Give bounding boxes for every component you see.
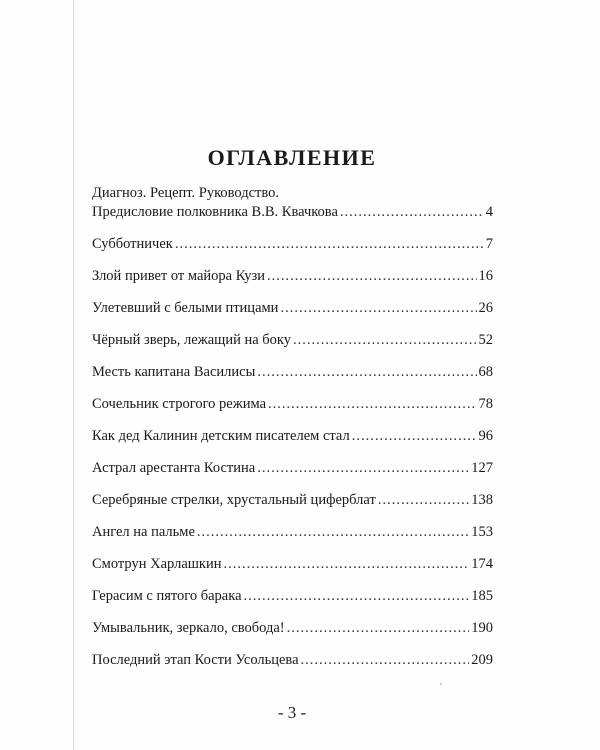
toc-entry-title: Смотрун Харлашкин [92,556,222,572]
toc-row [92,619,493,638]
toc-row [92,267,493,286]
toc-entry-first-line: Диагноз. Рецепт. Руководство. [92,185,280,201]
toc-page-number: 190 [471,620,493,636]
toc-page-number: 52 [478,332,493,348]
page-number-footer: - 3 - [277,703,307,722]
dot-leader [287,619,470,638]
toc-row [92,235,493,254]
toc-page-number: 153 [471,524,493,540]
toc-page-number: 96 [478,428,493,444]
toc-entry [92,651,493,670]
toc-entry [92,427,493,446]
toc-entry-title: Сочельник строгого режима [92,396,267,412]
toc-page-number: 78 [478,396,493,412]
toc-row [92,395,493,414]
toc-entry-title: Улетевший с белыми птицами [92,300,279,316]
dot-leader [301,651,470,670]
toc-page-number: 16 [478,268,493,284]
toc-row [92,587,493,606]
toc-entry [92,587,493,606]
toc-row [92,651,493,670]
toc-row [92,523,493,542]
toc-entry [92,619,493,638]
table-of-contents [92,184,493,683]
toc-page-number: 138 [471,492,493,508]
toc-entry-title: Ангел на пальме [92,524,195,540]
toc-entry [92,363,493,382]
toc-entry [92,235,493,254]
toc-entry [92,395,493,414]
print-speck [440,683,442,685]
dot-leader [244,587,470,606]
toc-entry-title: Злой привет от майора Кузи [92,268,266,284]
toc-entry-title: Субботничек [92,236,173,252]
toc-row [92,299,493,318]
toc-entry-title: Умывальник, зеркало, свобода! [92,620,285,636]
toc-row [92,427,493,446]
toc-entry-foreword [92,184,493,222]
dot-leader [267,267,476,286]
toc-entry-title: Месть капитана Василисы [92,364,256,380]
dot-leader [197,523,469,542]
dot-leader [257,363,476,382]
page-edge-line [73,0,74,750]
toc-entry-title: Чёрный зверь, лежащий на боку [92,332,292,348]
toc-entry [92,331,493,350]
toc-entry-title: Герасим с пятого барака [92,588,242,604]
toc-row [92,203,493,222]
toc-entry [92,267,493,286]
dot-leader [268,395,476,414]
toc-page-number: 209 [471,652,493,668]
toc-row [92,491,493,510]
dot-leader [293,331,476,350]
dot-leader [378,491,469,510]
toc-entry [92,523,493,542]
toc-page-number: 127 [471,460,493,476]
toc-entry-title: Последний этап Кости Усольцева [92,652,299,668]
dot-leader [280,299,476,318]
dot-leader [257,459,469,478]
toc-page-number: 185 [471,588,493,604]
dot-leader [340,203,484,222]
toc-row [92,555,493,574]
toc-entry [92,555,493,574]
toc-page-number: 7 [485,236,493,252]
toc-entry-title: Астрал арестанта Костина [92,460,256,476]
toc-row [92,363,493,382]
dot-leader [352,427,477,446]
toc-entry [92,491,493,510]
toc-row [92,459,493,478]
dot-leader [175,235,484,254]
dot-leader [223,555,469,574]
toc-entry [92,459,493,478]
toc-page-number: 68 [478,364,493,380]
toc-row [92,331,493,350]
toc-entry-title: Как дед Калинин детским писателем стал [92,428,350,444]
page-title: ОГЛАВЛЕНИЕ [207,145,377,170]
toc-page-number: 4 [485,204,493,220]
toc-page-number: 26 [478,300,493,316]
toc-entry [92,299,493,318]
toc-page-number: 174 [471,556,493,572]
toc-entry-title: Серебряные стрелки, хрустальный циферблат [92,492,376,508]
toc-entry-title: Предисловие полковника В.В. Квачкова [92,204,338,220]
